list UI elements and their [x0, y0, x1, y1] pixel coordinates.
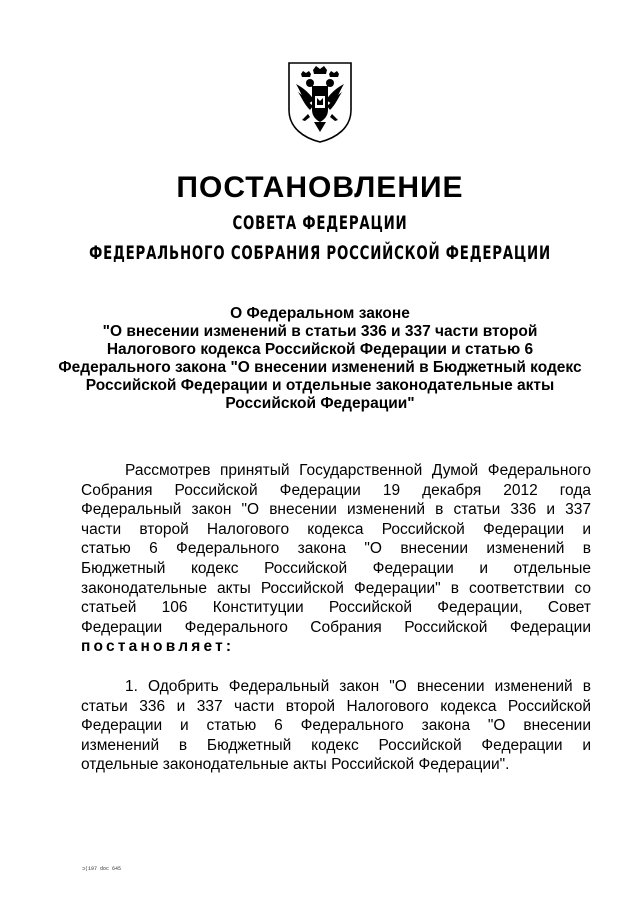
body-line: законодательные акты Российской Федерации" в соответствии со — [81, 579, 591, 597]
body-line: отдельные законодательные акты Российской Федерации". — [81, 756, 510, 774]
body-line: статьи 336 и 337 части второй Налогового кодекса Российской — [81, 697, 591, 715]
document-title-line: Налогового кодекса Российской Федерации и статью 6 — [106, 341, 534, 358]
body-line: Федерации и статью 6 Федерального закона "О внесении — [81, 717, 591, 735]
coat-of-arms-icon — [286, 60, 354, 144]
issuer-heading-line2: ФЕДЕРАЛЬНОГО СОБРАНИЯ РОССИЙСКОЙ ФЕДЕРАЦИИ — [89, 242, 551, 264]
body-line: изменений в Бюджетный кодекс Российской Федерации и — [81, 736, 591, 754]
body-line: Федерации Федерального Собрания Российской Федерации — [81, 618, 591, 636]
body-line: статьей 106 Конституции Российской Федерации, Совет — [81, 599, 591, 617]
document-title — [40, 305, 600, 413]
body-line: Федеральный закон "О внесении изменений в статьи 336 и 337 — [81, 501, 591, 519]
document-title-line: Федерального закона "О внесении изменений в Бюджетный кодекс — [58, 359, 582, 376]
issuer-heading-line1: СОВЕТА ФЕДЕРАЦИИ — [232, 212, 408, 234]
document-title-line: Российской Федерации" — [225, 395, 415, 412]
body-line: 1. Одобрить Федеральный закон "О внесении изменений в — [125, 678, 591, 695]
body-line: статью 6 Федерального закона "О внесении изменений в — [81, 540, 591, 558]
document-type-heading: ПОСТАНОВЛЕНИЕ — [176, 171, 464, 204]
body-line: Бюджетный кодекс Российской Федерации и отдельные — [81, 559, 591, 577]
document-title-line: "О внесении изменений в статьи 336 и 337 части второй — [102, 323, 538, 340]
body-line: Собрания Российской Федерации 19 декабря 2012 года — [81, 481, 591, 499]
preamble-paragraph — [81, 461, 591, 657]
document-code: ɔ(197 doc 645 — [82, 866, 122, 872]
body-line: части второй Налогового кодекса Российской Федерации и — [81, 520, 591, 538]
document-title-line: О Федеральном законе — [230, 305, 410, 322]
document-title-line: Российской Федерации и отдельные законодательные акты — [85, 377, 555, 394]
resolution-item-1 — [81, 677, 591, 775]
resolution-word: постановляет: — [81, 638, 235, 656]
body-line: Рассмотрев принятый Государственной Думой Федерального — [125, 462, 591, 479]
